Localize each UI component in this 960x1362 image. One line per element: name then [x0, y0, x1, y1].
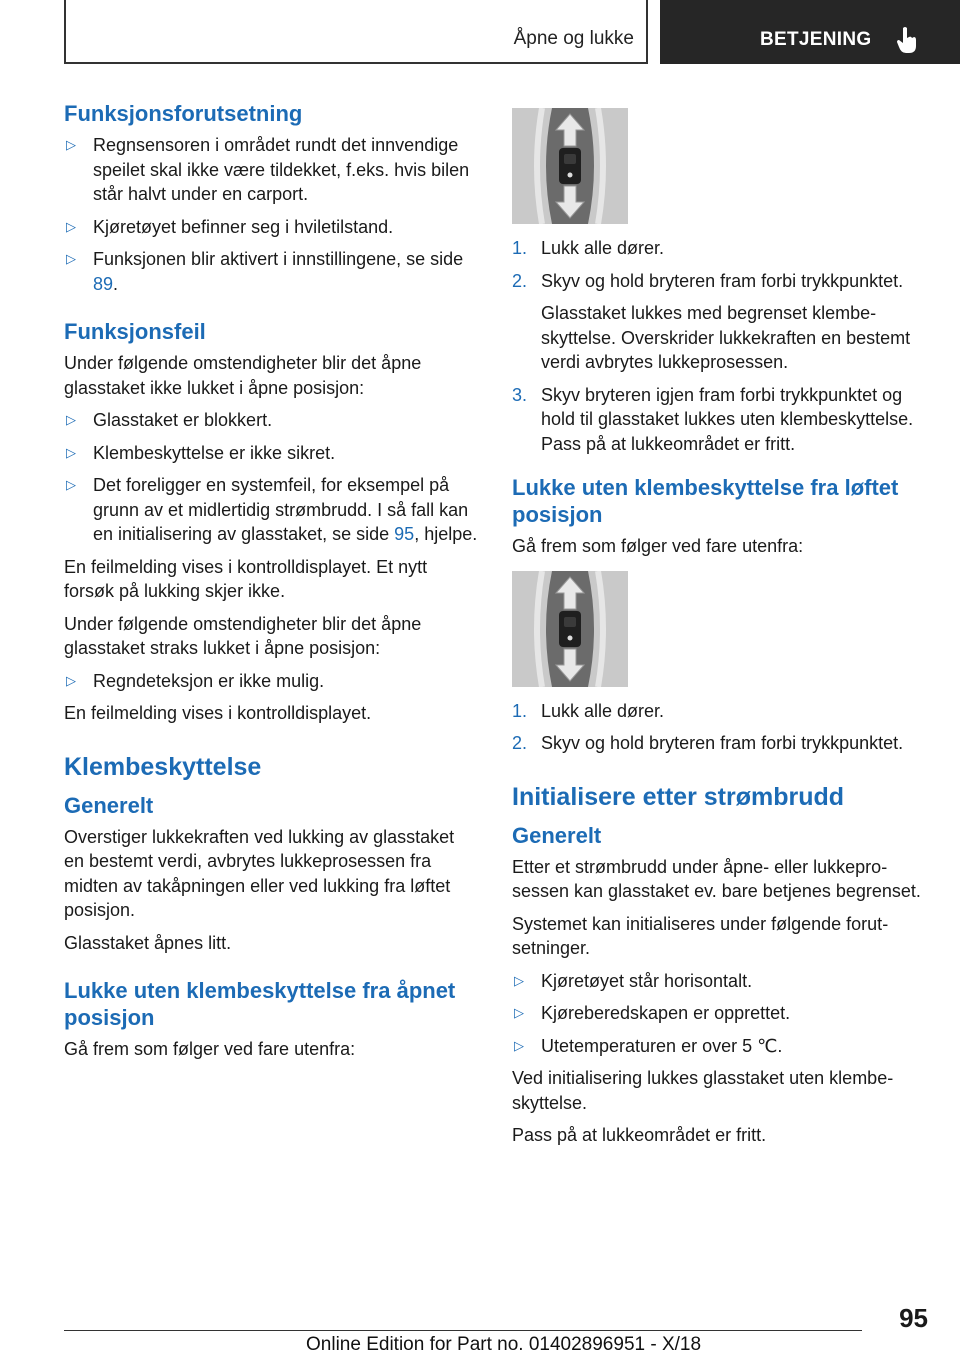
paragraph: Ved initialisering lukkes glasstaket uten klembeskyttelse. — [512, 1068, 894, 1113]
steps-list-2 — [512, 699, 930, 756]
heading-close-from-raised: Lukke uten klembeskyttelse fra løftet posisjon — [512, 475, 899, 527]
paragraph: Systemet kan initialiseres under følgende forutsetninger. — [512, 913, 889, 958]
step-text: Skyv og hold bryteren fram forbi trykkpunktet. — [541, 270, 904, 291]
step-item — [512, 236, 930, 261]
step-subtext: Glasstaket lukkes med begrenset klembeskyttelse. Overskrider lukkekraften en bestemt verdi avbrytes lukkeprosessen. — [541, 303, 911, 372]
page-number: 95 — [899, 1303, 928, 1333]
step-number: 1. — [512, 238, 528, 258]
heading-requirements: Funksjonsforutsetning — [64, 101, 303, 126]
paragraph: Under følgende omstendigheter blir det åpne glasstaket ikke lukket i åpne posisjon: — [64, 353, 422, 398]
heading-malfunction: Funksjonsfeil — [64, 319, 206, 344]
paragraph: En feilmelding vises i kontrolldisplayet. Et nytt forsøk på lukking skjer ikke. — [64, 556, 428, 601]
edition-footer: Online Edition for Part no. 01402896951 - X/18 — [306, 1334, 702, 1355]
chapter-tab[interactable] — [660, 0, 960, 64]
paragraph: Under følgende omstendigheter blir det åpne glasstaket straks lukket i åpne posisjon: — [64, 613, 422, 658]
malfunction-list — [64, 408, 479, 547]
step-text: Skyv bryteren igjen fram forbi trykkpunktet og hold til glasstaket lukkes uten klembeskyttelse. Pass på at lukkeområdet er fritt. — [541, 384, 914, 454]
heading-close-from-open: Lukke uten klembeskyttelse fra åpnet posisjon — [64, 978, 456, 1030]
step-number: 2. — [512, 270, 528, 291]
pointing-hand-icon — [896, 26, 918, 54]
heading-pinch-protection: Klembeskyttelse — [64, 752, 262, 781]
step-number: 2. — [512, 733, 528, 753]
step-item — [512, 383, 930, 457]
heading-general: Generelt — [512, 822, 602, 848]
paragraph: Gå frem som følger ved fare utenfra: — [64, 1039, 356, 1059]
step-text: Lukk alle dører. — [541, 238, 665, 258]
list-item-text: , hjelpe. — [414, 524, 478, 544]
list-item: ▷ Utetemperaturen er over 5 ℃. — [512, 1034, 930, 1059]
list-item: ▷ Glasstaket er blokkert. — [64, 408, 479, 433]
list-item-text: Det foreligger en systemfeil, for eksempel på grunn av et midlertidig strømbrudd. I så fall kan en initialisering av glasstaket, se side — [93, 475, 469, 544]
paragraph: En feilmelding vises i kontrolldisplayet. — [64, 703, 372, 723]
roof-switch-icon — [512, 108, 628, 224]
paragraph: Etter et strømbrudd under åpne- eller lukkeprosessen kan glasstaket ev. bare betjenes begrenset. — [512, 856, 921, 901]
heading-general: Generelt — [64, 792, 154, 818]
list-item: ▷ Kjøretøyet befinner seg i hviletilstand. — [64, 215, 479, 240]
malfunction-list-2 — [64, 669, 479, 694]
paragraph: Glasstaket åpnes litt. — [64, 932, 232, 953]
steps-list-1 — [512, 236, 930, 456]
list-item — [64, 473, 479, 547]
right-column — [512, 108, 930, 1156]
list-item: ▷ Klembeskyttelse er ikke sikret. — [64, 441, 479, 466]
init-conditions-list — [512, 969, 930, 1059]
step-number: 3. — [512, 384, 528, 405]
section-title: Åpne og lukke — [513, 28, 634, 49]
header-section-box — [64, 0, 648, 64]
footer-divider — [64, 1330, 862, 1331]
step-item — [512, 699, 930, 724]
roof-switch-illustration — [512, 108, 628, 224]
step-number: 1. — [512, 700, 528, 721]
step-text: Lukk alle dører. — [541, 700, 665, 721]
roof-switch-illustration — [512, 571, 628, 687]
step-item — [512, 269, 930, 375]
requirements-list — [64, 133, 479, 296]
roof-switch-icon — [512, 571, 628, 687]
list-item: ▷ Regndeteksjon er ikke mulig. — [64, 669, 479, 694]
step-text: Skyv og hold bryteren fram forbi trykkpunktet. — [541, 733, 904, 753]
list-item-text: Funksjonen blir aktivert i innstillingene, se side — [93, 249, 464, 269]
chapter-title: BETJENING — [760, 29, 872, 50]
list-item: ▷ Kjøreberedskapen er opprettet. — [512, 1001, 930, 1026]
paragraph: Overstiger lukkekraften ved lukking av glasstaket en bestemt verdi, avbrytes lukkeprosessen fra midten av takåpningen eller ved lukking fra løftet posisjon. — [64, 826, 455, 920]
list-item: ▷ Kjøretøyet står horisontalt. — [512, 969, 930, 994]
paragraph: Gå frem som følger ved fare utenfra: — [512, 536, 804, 556]
heading-initialize: Initialisere etter strømbrudd — [512, 782, 845, 811]
left-column — [64, 100, 479, 1070]
step-item — [512, 731, 930, 756]
page-reference-link[interactable]: 89 — [93, 273, 114, 294]
list-item: ▷ Funksjonen blir aktivert i innstillingene, se side 89. — [64, 247, 479, 296]
list-item: ▷ Regnsensoren i området rundt det innvendige speilet skal ikke være tildekket, f.eks. hvis bilen står halvt under en carport. — [64, 133, 479, 207]
page-reference-link[interactable]: 95 — [394, 524, 415, 544]
paragraph: Pass på at lukkeområdet er fritt. — [512, 1125, 767, 1145]
